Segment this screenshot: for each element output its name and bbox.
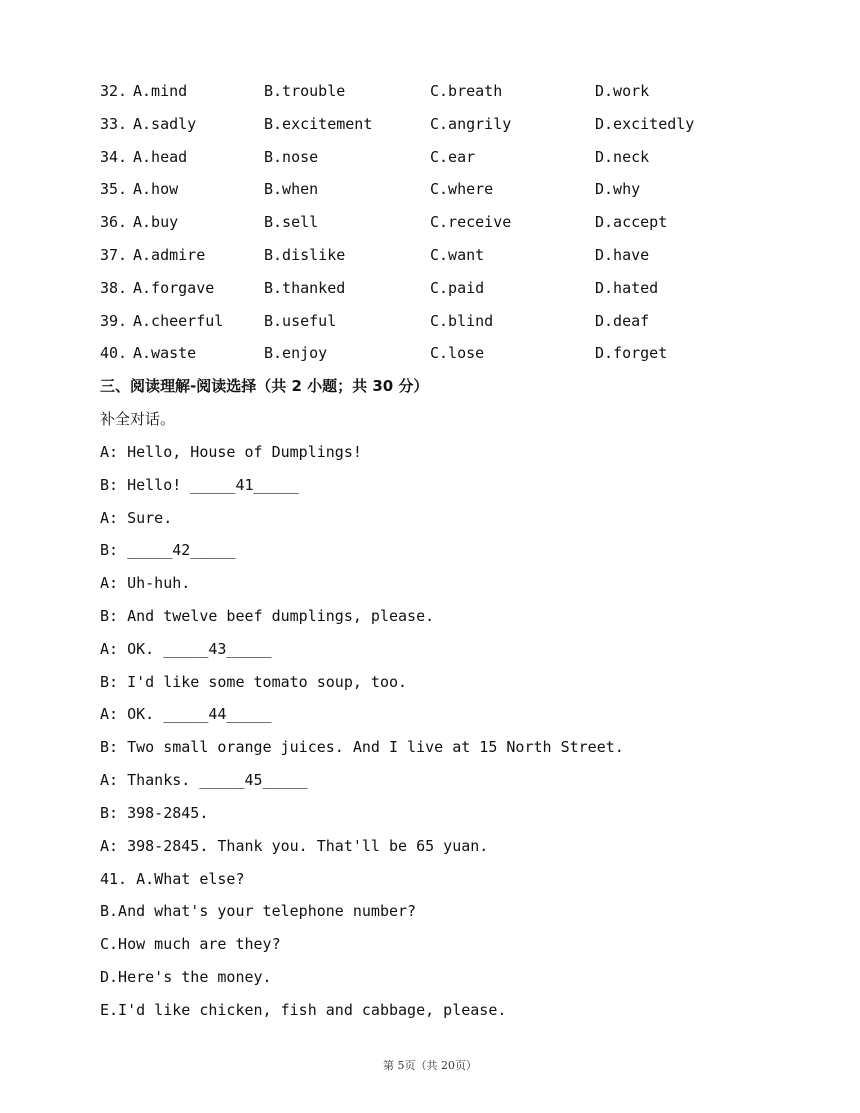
option-c: C.breath	[430, 82, 503, 100]
option-c: C.where	[430, 180, 494, 198]
option-a: A.forgave	[133, 279, 215, 297]
option-a: A.admire	[133, 246, 206, 264]
dialogue-line: A: Thanks. _____45_____	[100, 771, 308, 789]
option-b: B.dislike	[264, 246, 346, 264]
option-d: D.accept	[595, 213, 668, 231]
option-b: B.when	[264, 180, 319, 198]
question-number: 34.	[100, 148, 128, 166]
option-a: A.how	[133, 180, 179, 198]
section-instruction: 补全对话。	[100, 410, 176, 428]
choice-item: E.I'd like chicken, fish and cabbage, please.	[100, 1001, 507, 1019]
question-number: 39.	[100, 312, 128, 330]
dialogue-line: A: Sure.	[100, 509, 173, 527]
dialogue-line: A: OK. _____44_____	[100, 705, 272, 723]
dialogue-line: A: 398-2845. Thank you. That'll be 65 yuan.	[100, 837, 489, 855]
option-c: C.blind	[430, 312, 494, 330]
choice-item: C.How much are they?	[100, 935, 281, 953]
option-c: C.angrily	[430, 115, 512, 133]
option-b: B.enjoy	[264, 344, 328, 362]
question-number: 33.	[100, 115, 128, 133]
dialogue-line: A: Hello, House of Dumplings!	[100, 443, 362, 461]
page-footer: 第 5页（共 20页）	[383, 1059, 477, 1072]
option-d: D.deaf	[595, 312, 650, 330]
question-number: 38.	[100, 279, 128, 297]
dialogue-line: A: OK. _____43_____	[100, 640, 272, 658]
dialogue-line: A: Uh-huh.	[100, 574, 191, 592]
option-b: B.excitement	[264, 115, 373, 133]
option-d: D.hated	[595, 279, 659, 297]
question-number: 35.	[100, 180, 128, 198]
option-d: D.why	[595, 180, 641, 198]
option-b: B.trouble	[264, 82, 346, 100]
option-c: C.lose	[430, 344, 485, 362]
option-d: D.excitedly	[595, 115, 695, 133]
option-d: D.forget	[595, 344, 668, 362]
option-a: A.cheerful	[133, 312, 224, 330]
dialogue-line: B: _____42_____	[100, 541, 236, 559]
section-title: 三、阅读理解-阅读选择（共 2 小题；共 30 分）	[100, 377, 429, 395]
dialogue-line: B: Hello! _____41_____	[100, 476, 299, 494]
option-a: A.sadly	[133, 115, 197, 133]
option-d: D.have	[595, 246, 650, 264]
option-b: B.sell	[264, 213, 319, 231]
option-c: C.want	[430, 246, 485, 264]
dialogue-line: B: And twelve beef dumplings, please.	[100, 607, 435, 625]
dialogue-line: B: 398-2845.	[100, 804, 209, 822]
choice-item: 41. A.What else?	[100, 870, 245, 888]
dialogue-line: B: I'd like some tomato soup, too.	[100, 673, 408, 691]
dialogue-line: B: Two small orange juices. And I live at 15 North Street.	[100, 738, 624, 756]
option-b: B.useful	[264, 312, 337, 330]
option-c: C.paid	[430, 279, 485, 297]
option-a: A.waste	[133, 344, 197, 362]
choice-item: D.Here's the money.	[100, 968, 272, 986]
option-b: B.nose	[264, 148, 319, 166]
option-d: D.work	[595, 82, 650, 100]
question-number: 37.	[100, 246, 128, 264]
option-d: D.neck	[595, 148, 650, 166]
choice-item: B.And what's your telephone number?	[100, 902, 417, 920]
option-a: A.head	[133, 148, 188, 166]
option-c: C.ear	[430, 148, 476, 166]
option-c: C.receive	[430, 213, 512, 231]
option-a: A.buy	[133, 213, 179, 231]
question-number: 32.	[100, 82, 128, 100]
option-a: A.mind	[133, 82, 188, 100]
question-number: 40.	[100, 344, 128, 362]
option-b: B.thanked	[264, 279, 346, 297]
question-number: 36.	[100, 213, 128, 231]
